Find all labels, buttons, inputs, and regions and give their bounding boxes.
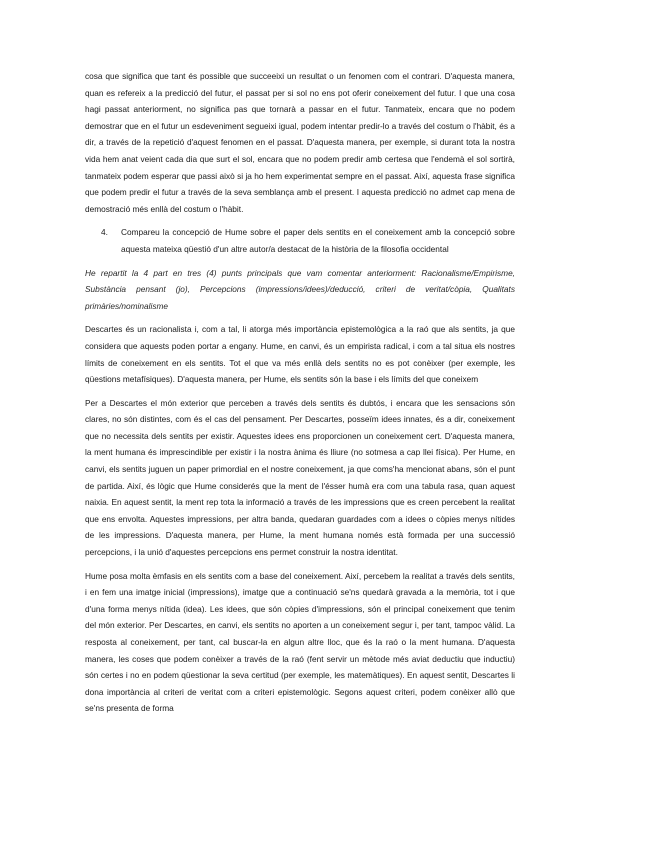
paragraph-hume-senses: Hume posa molta èmfasis en els sentits com a base del coneixement. Així, percebem la realitat a través dels sentits, i en fem una imatge inicial (impressions), imatge que a continuació se'ns quedarà gravada a la memòria, tot i que d'una forma menys nítida (idea). Les idees, que són còpies d'impressions, són el principal coneixement que tenim del món exterior. Per Descartes, en canvi, els sentits no aporten a un coneixement segur i, per tant, tampoc vàlid. La resposta al coneixement, per tant, cal buscar-la en algun altre lloc, que és la raó o la ment humana. D'aquesta manera, les coses que podem conèixer a través de la raó (fent servir un mètode més aviat deductiu que inductiu) són certes i no en podem qüestionar la seva certitud (per exemple, les matemàtiques). En aquest sentit, Descartes li dona importància al criteri de veritat com a criteri epistemològic. Segons aquest criteri, podem conèixer allò que se'ns presenta de forma: [85, 570, 515, 714]
paragraph-hume-future: cosa que significa que tant és possible que succeeixi un resultat o un fenomen com el contrari. D'aquesta manera, quan es refereix a la predicció del futur, el passat per si sol no ens pot oferir coneixement del futur. I que una cosa hagi passat anteriorment, no significa pas que tornarà a passar en el futur. Tanmateix, encara que no podem demostrar que en el futur un esdeveniment segueixi igual, podem intentar predir-lo a través del costum o l'hàbit, és a dir, a través de la repetició d'aquest fenomen en el passat. D'aquesta manera, per exemple, si durant tota la nostra vida hem anat veient cada dia que surt el sol, encara que no podem predir amb certesa que l'endemà el sol sortirà, tanmateix podem esperar que passi això si ja ho hem experimentat sempre en el passat. Així, aquesta frase significa que podem predir el futur a través de la seva semblança amb el present. I aquesta predicció no admet cap mena de demostració més enllà del costum o l'hàbit.: [85, 71, 515, 214]
question-4: [85, 224, 515, 257]
document-page: [85, 68, 515, 724]
paragraph-descartes-rationalist: Descartes és un racionalista i, com a tal, li atorga més importància epistemològica a la raó que als sentits, ja que considera que aquests poden portar a engany. Hume, en canvi, és un empirista radical, i com a tal situa els nostres límits de coneixement en els sentits. Tot el que va més enllà dels sentits no es pot conèixer (per exemple, les qüestions metafísiques). D'aquesta manera, per Hume, els sentits són la base i els límits del que coneixem: [85, 324, 515, 385]
question-text: Compareu la concepció de Hume sobre el paper dels sentits en el coneixement amb la concepció sobre aquesta mateixa qüestió d'un altre autor/a destacat de la història de la filosofia occidental: [121, 227, 515, 254]
intro-italic-paragraph: He repartit la 4 part en tres (4) punts principals que vam comentar anteriorment: Racionalisme/Empirisme, Substància pensant (jo), Percepcions (impressions/idees)/deducció, criteri de veritat/còpia, Qualitats primàries/nominalisme: [85, 267, 515, 311]
paragraph-exterior-world: Per a Descartes el món exterior que perceben a través dels sentits és dubtós, i encara que les sensacions són clares, no són distintes, com és el cas del pensament. Per Descartes, posseïm idees innates, és a dir, coneixement que no necessita dels sentits per existir. Aquestes idees ens proporcionen un coneixement cert. D'aquesta manera, la ment humana és imprescindible per existir i la nostra ànima és lliure (no sotmesa a cap llei física). Per Hume, en canvi, els sentits juguen un paper primordial en el nostre coneixement, ja que coms'ha mencionat abans, són el punt de partida. Així, és lògic que Hume considerés que la ment de l'ésser humà era com una tabula rasa, quan aquest naixia. En aquest sentit, la ment rep tota la informació a través de les impressions que es creen percebent la realitat que ens envolta. Aquestes impressions, per altra banda, quedaran guardades com a idees o còpies menys nítides de les impressions. D'aquesta manera, per Hume, la ment humana només està formada per una successió percepcions, i la unió d'aquestes percepcions ens permet construir la nostra identitat.: [85, 397, 515, 558]
question-number: 4.: [101, 227, 108, 238]
